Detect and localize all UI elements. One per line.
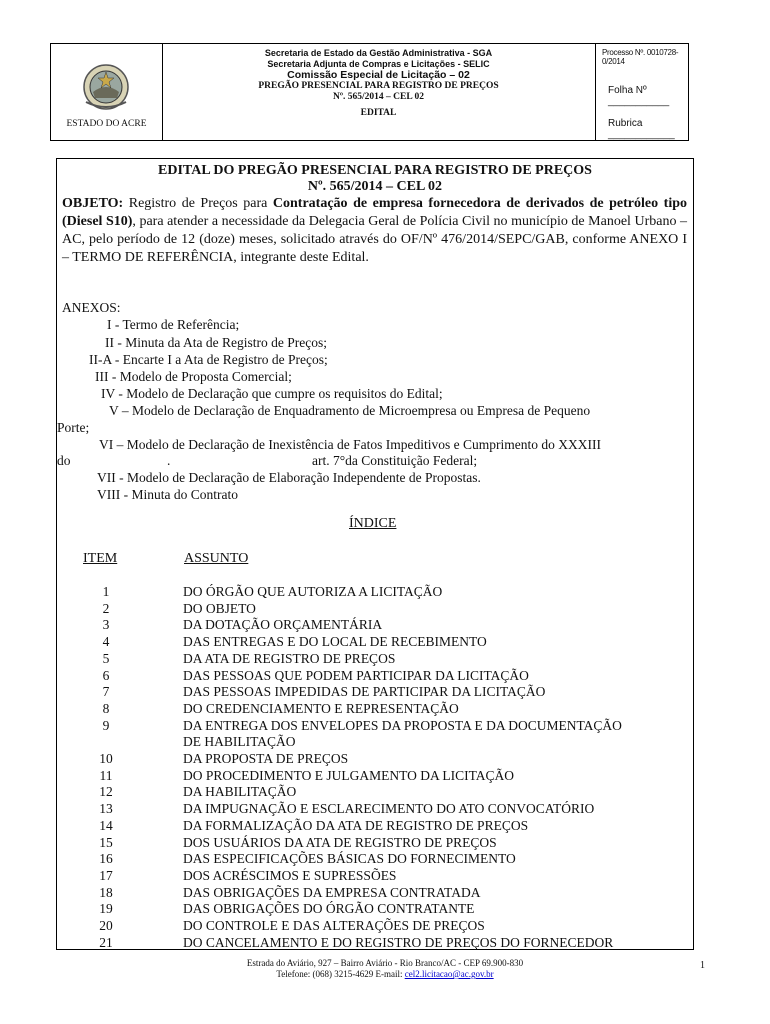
- row-subject: DOS ACRÉSCIMOS E SUPRESSÕES: [183, 867, 397, 883]
- objeto-text-1: Registro de Preços para: [123, 196, 273, 211]
- state-seal-icon: [81, 62, 131, 112]
- anexo-item: II-A - Encarte I a Ata de Registro de Preços;: [89, 352, 328, 367]
- footer-address: Estrada do Aviário, 927 – Bairro Aviário - Rio Branco/AC - CEP 69.900-830: [246, 958, 524, 968]
- header-process-cell: [596, 44, 688, 140]
- edital-line: EDITAL: [360, 108, 397, 118]
- row-subject: DO ÓRGÃO QUE AUTORIZA A LICITAÇÃO: [183, 584, 443, 599]
- row-item-number: 18: [99, 884, 113, 900]
- secretaria-line: Secretaria de Estado da Gestão Administrativa - SGA: [264, 48, 493, 58]
- anexo-item: IV - Modelo de Declaração que cumpre os requisitos do Edital;: [101, 386, 443, 401]
- row-item-number: 4: [102, 634, 110, 650]
- row-item-number: 1: [102, 584, 110, 599]
- row-item-number: 20: [99, 918, 113, 933]
- page-number: 1: [700, 960, 705, 971]
- header-logo-cell: [51, 44, 163, 140]
- footer-email-link[interactable]: cel2.licitacao@ac.gov.br: [404, 969, 494, 979]
- row-subject: DA HABILITAÇÃO: [183, 784, 297, 800]
- row-item-number: 13: [99, 801, 113, 817]
- row-subject: DA ATA DE REGISTRO DE PREÇOS: [183, 650, 396, 666]
- row-item-number: 19: [99, 901, 113, 917]
- anexo-item: VII - Modelo de Declaração de Elaboração Independente de Propostas.: [97, 470, 481, 485]
- anexo-item: VIII - Minuta do Contrato: [97, 487, 238, 502]
- row-item-number: 12: [99, 784, 113, 800]
- objeto-text-2: , para atender a necessidade da Delegacia Geral de Polícia Civil no município de Manoel Urbano – AC, pelo período de 12 (doze) meses, solicitado através do OF/Nº 476/2014/SEPC/GAB, conforme ANEXO I – TERMO DE REFERÊNCIA, integrante deste Edital.: [62, 214, 687, 265]
- indice-col-assunto: ASSUNTO: [184, 551, 249, 566]
- row-subject: DO CONTROLE E DAS ALTERAÇÕES DE PREÇOS: [183, 918, 485, 933]
- indice-col-item: ITEM: [83, 551, 118, 566]
- row-subject: DAS ESPECIFICAÇÕES BÁSICAS DO FORNECIMENTO: [183, 851, 516, 867]
- footer-phone: Telefone: (068) 3215-4629 E-mail:: [276, 969, 405, 979]
- state-name: ESTADO DO ACRE: [66, 119, 147, 129]
- folha-field: Folha Nº ___________: [608, 85, 670, 107]
- anexo-item: V – Modelo de Declaração de Enquadramento de Microempresa ou Empresa de Pequeno: [109, 403, 591, 418]
- anexo-item: II - Minuta da Ata de Registro de Preços;: [105, 335, 327, 350]
- row-subject: DAS OBRIGAÇÕES DA EMPRESA CONTRATADA: [183, 884, 481, 900]
- process-number: Processo Nº. 0010728-0/2014: [602, 48, 679, 66]
- row-item-number: 8: [102, 700, 110, 716]
- comissao-line: Comissão Especial de Licitação – 02: [287, 69, 470, 81]
- anexo-item: I - Termo de Referência;: [107, 317, 240, 332]
- objeto-label: OBJETO:: [62, 196, 124, 211]
- anexo-item: do: [57, 453, 71, 468]
- anexo-item: VI – Modelo de Declaração de Inexistência de Fatos Impeditivos e Cumprimento do XXXIII: [99, 437, 601, 452]
- rubrica-field: Rubrica ____________: [608, 118, 675, 140]
- row-subject: DA DOTAÇÃO ORÇAMENTÁRIA: [183, 617, 383, 633]
- edital-content-box: [56, 158, 694, 950]
- anexo-item: III - Modelo de Proposta Comercial;: [95, 369, 292, 384]
- anexo-item: Porte;: [57, 420, 90, 435]
- edital-title: EDITAL DO PREGÃO PRESENCIAL PARA REGISTRO DE PREÇOS: [158, 163, 592, 178]
- row-subject: DA FORMALIZAÇÃO DA ATA DE REGISTRO DE PREÇOS: [183, 817, 529, 833]
- row-item-number: 11: [99, 767, 113, 783]
- row-item-number: 2: [102, 600, 110, 616]
- page-footer: [0, 958, 770, 980]
- pregao-number-line: Nº. 565/2014 – CEL 02: [332, 91, 425, 102]
- anexos-title: ANEXOS:: [62, 300, 121, 315]
- header-title-cell: [162, 44, 596, 140]
- row-subject: DO CANCELAMENTO E DO REGISTRO DE PREÇOS DO FORNECEDOR: [183, 934, 614, 950]
- row-item-number: 10: [99, 751, 113, 766]
- objeto-paragraph: [62, 195, 687, 267]
- row-subject: DO OBJETO: [183, 600, 256, 616]
- row-item-number: 16: [99, 851, 113, 867]
- row-subject: DA PROPOSTA DE PREÇOS: [183, 751, 349, 766]
- anexo-item: .: [167, 453, 171, 468]
- row-subject: DAS ENTREGAS E DO LOCAL DE RECEBIMENTO: [183, 634, 487, 650]
- indice-title: ÍNDICE: [349, 516, 397, 531]
- objeto-text-bold: Contratação de empresa fornecedora de derivados de petróleo tipo (Diesel S10): [62, 196, 687, 229]
- row-item-number: 7: [102, 684, 110, 700]
- row-subject: DA IMPUGNAÇÃO E ESCLARECIMENTO DO ATO CONVOCATÓRIO: [183, 801, 595, 817]
- row-item-number: 21: [99, 934, 113, 950]
- edital-number: Nº. 565/2014 – CEL 02: [307, 179, 443, 194]
- pregao-line: PREGÃO PRESENCIAL PARA REGISTRO DE PREÇOS: [258, 81, 499, 91]
- row-subject: DE HABILITAÇÃO: [183, 734, 296, 750]
- row-subject: DO CREDENCIAMENTO E REPRESENTAÇÃO: [183, 700, 459, 716]
- row-subject: DAS OBRIGAÇÕES DO ÓRGÃO CONTRATANTE: [183, 901, 475, 917]
- row-subject: DA ENTREGA DOS ENVELOPES DA PROPOSTA E DA DOCUMENTAÇÃO: [183, 717, 622, 733]
- row-subject: DOS USUÁRIOS DA ATA DE REGISTRO DE PREÇOS: [183, 834, 497, 850]
- row-subject: DAS PESSOAS QUE PODEM PARTICIPAR DA LICITAÇÃO: [183, 667, 529, 683]
- secretaria-adjunta-line: Secretaria Adjunta de Compras e Licitações - SELIC: [267, 58, 490, 69]
- row-item-number: 6: [102, 667, 110, 683]
- row-item-number: 15: [99, 834, 113, 850]
- anexo-item: art. 7°da Constituição Federal;: [312, 453, 478, 468]
- row-item-number: 3: [102, 617, 110, 633]
- row-subject: DAS PESSOAS IMPEDIDAS DE PARTICIPAR DA LICITAÇÃO: [183, 684, 546, 700]
- row-item-number: 14: [99, 817, 113, 833]
- footer-contact: [0, 969, 770, 980]
- document-header: [50, 43, 689, 141]
- row-item-number: 17: [99, 867, 113, 883]
- row-item-number: 9: [102, 717, 110, 733]
- row-item-number: 5: [102, 650, 110, 666]
- row-subject: DO PROCEDIMENTO E JULGAMENTO DA LICITAÇÃO: [183, 767, 515, 783]
